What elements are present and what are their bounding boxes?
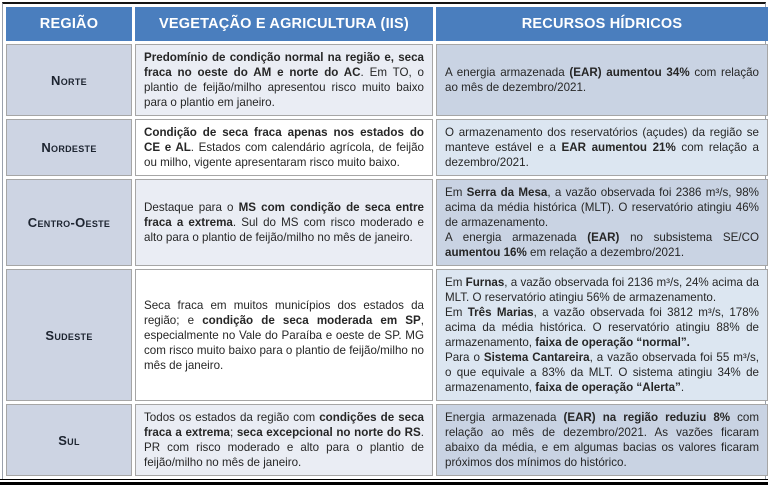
vegetation-cell: Seca fraca em muitos municípios dos estados da região; e condição de seca moderada em SP, especialmente no Vale do Paraíba e oeste de SP. MG com risco muito baixo para o plantio de feijão/milho no mês de janeiro. xyxy=(135,269,433,401)
vegetation-cell: Destaque para o MS com condição de seca entre fraca a extrema. Sul do MS com risco moderado e alto para o plantio de feijão/milho no mês de janeiro. xyxy=(135,179,433,266)
column-header-recursos-hidricos: RECURSOS HÍDRICOS xyxy=(436,7,768,41)
water-resources-cell: Energia armazenada (EAR) na região reduziu 8% com relação ao mês de dezembro/2021. As vazões ficaram abaixo da média, e em algumas bacias os valores ficaram próximos dos mínimos do histórico. xyxy=(436,404,768,476)
vegetation-cell: Todos os estados da região com condições de seca fraca a extrema; seca excepcional no norte do RS. PR com risco moderado e alto para o plantio de feijão/milho no mês de janeiro. xyxy=(135,404,433,476)
table-row-norte xyxy=(6,44,768,116)
column-header-regiao: REGIÃO xyxy=(6,7,132,41)
water-resources-cell: A energia armazenada (EAR) aumentou 34% com relação ao mês de dezembro/2021. xyxy=(436,44,768,116)
region-cell: Norte xyxy=(6,44,132,116)
regional-drought-table-frame xyxy=(2,2,766,479)
region-cell: Centro-Oeste xyxy=(6,179,132,266)
header-row xyxy=(6,7,768,41)
water-resources-cell: Em Furnas, a vazão observada foi 2136 m³/s, 24% acima da MLT. O reservatório atingiu 56% de armazenamento. Em Três Marias, a vazão observada foi 3812 m³/s, 178% acima da média histórica. O reservatório atingiu 88% de armazenamento, faixa de operação “normal”. Para o Sistema Cantareira, a vazão observada foi 55 m³/s, o que equivale a 83% da MLT. O sistema atingiu 34% de armazenamento, faixa de operação “Alerta”. xyxy=(436,269,768,401)
region-cell: Sudeste xyxy=(6,269,132,401)
column-header-vegetacao-agricultura: VEGETAÇÃO E AGRICULTURA (IIS) xyxy=(135,7,433,41)
table-bottom-rule xyxy=(0,479,768,485)
water-resources-cell: O armazenamento dos reservatórios (açudes) da região se manteve estável e a EAR aumentou 21% com relação a dezembro/2021. xyxy=(436,119,768,176)
table-row-sul xyxy=(6,404,768,476)
region-cell: Sul xyxy=(6,404,132,476)
region-cell: Nordeste xyxy=(6,119,132,176)
vegetation-cell: Condição de seca fraca apenas nos estados do CE e AL. Estados com calendário agrícola, de feijão ou milho, vigente apresentaram risco muito baixo. xyxy=(135,119,433,176)
table-row-centro-oeste xyxy=(6,179,768,266)
regional-drought-table xyxy=(3,4,768,479)
vegetation-cell: Predomínio de condição normal na região e, seca fraca no oeste do AM e norte do AC. Em TO, o plantio de feijão/milho apresentou risco muito baixo para o plantio em janeiro. xyxy=(135,44,433,116)
table-row-sudeste xyxy=(6,269,768,401)
table-row-nordeste xyxy=(6,119,768,176)
water-resources-cell: Em Serra da Mesa, a vazão observada foi 2386 m³/s, 98% acima da média histórica (MLT). O reservatório atingiu 46% de armazenamento. A energia armazenada (EAR) no subsistema SE/CO aumentou 16% em relação a dezembro/2021. xyxy=(436,179,768,266)
